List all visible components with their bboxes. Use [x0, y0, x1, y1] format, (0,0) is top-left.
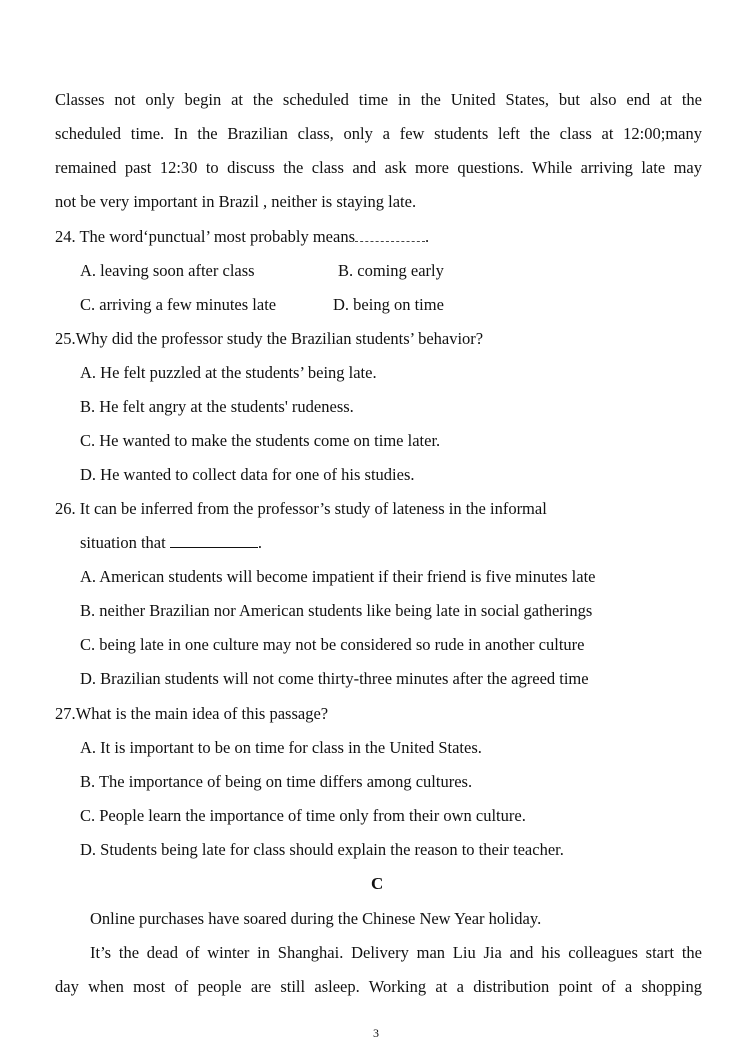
question-24-stem — [55, 227, 429, 247]
passage-line: Online purchases have soared during the Chinese New Year holiday. — [90, 909, 542, 928]
answer-blank — [170, 533, 258, 548]
question-stem-end: . — [257, 533, 262, 552]
question-26-stem-line2 — [80, 533, 262, 553]
passage-line: not be very important in Brazil , neither is staying late. — [55, 192, 417, 211]
option-b: B. neither Brazilian nor American students like being late in social gatherings — [80, 601, 593, 620]
question-stem-end: . — [425, 227, 430, 246]
option-d: D. Brazilian students will not come thirty-three minutes after the agreed time — [80, 669, 589, 688]
question-stem-text: 24. The word‘punctual’ most probably means — [55, 227, 355, 246]
option-a: A. It is important to be on time for class in the United States. — [80, 738, 482, 757]
passage-line: day when most of people are still asleep. Working at a distribution point of a shopping — [55, 977, 702, 996]
section-heading: C — [371, 874, 384, 893]
passage-line: scheduled time. In the Brazilian class, only a few students left the class at 12:00;many — [55, 124, 702, 143]
option-a: A. He felt puzzled at the students’ being late. — [80, 363, 377, 382]
passage-line: remained past 12:30 to discuss the class and ask more questions. While arriving late may — [55, 158, 702, 177]
option-c: C. arriving a few minutes late — [80, 295, 277, 314]
page-number: 3 — [373, 1026, 379, 1040]
option-b: B. The importance of being on time differs among cultures. — [80, 772, 473, 791]
question-stem-text: situation that — [80, 533, 166, 552]
answer-blank — [355, 227, 425, 242]
option-c: C. being late in one culture may not be considered so rude in another culture — [80, 635, 585, 654]
option-b: B. He felt angry at the students' rudeness. — [80, 397, 354, 416]
passage-line: Classes not only begin at the scheduled time in the United States, but also end at the — [55, 90, 702, 109]
option-a: A. leaving soon after class — [80, 261, 255, 280]
question-25-stem: 25.Why did the professor study the Brazilian students’ behavior? — [55, 329, 484, 348]
option-d: D. being on time — [333, 295, 444, 314]
option-b: B. coming early — [338, 261, 444, 280]
question-26-stem: 26. It can be inferred from the professor’s study of lateness in the informal — [55, 499, 547, 518]
option-c: C. He wanted to make the students come on time later. — [80, 431, 441, 450]
option-a: A. American students will become impatient if their friend is five minutes late — [80, 567, 596, 586]
question-27-stem: 27.What is the main idea of this passage? — [55, 704, 329, 723]
passage-line: It’s the dead of winter in Shanghai. Delivery man Liu Jia and his colleagues start the — [90, 943, 702, 962]
option-d: D. He wanted to collect data for one of his studies. — [80, 465, 415, 484]
option-d: D. Students being late for class should explain the reason to their teacher. — [80, 840, 564, 859]
option-c: C. People learn the importance of time only from their own culture. — [80, 806, 526, 825]
